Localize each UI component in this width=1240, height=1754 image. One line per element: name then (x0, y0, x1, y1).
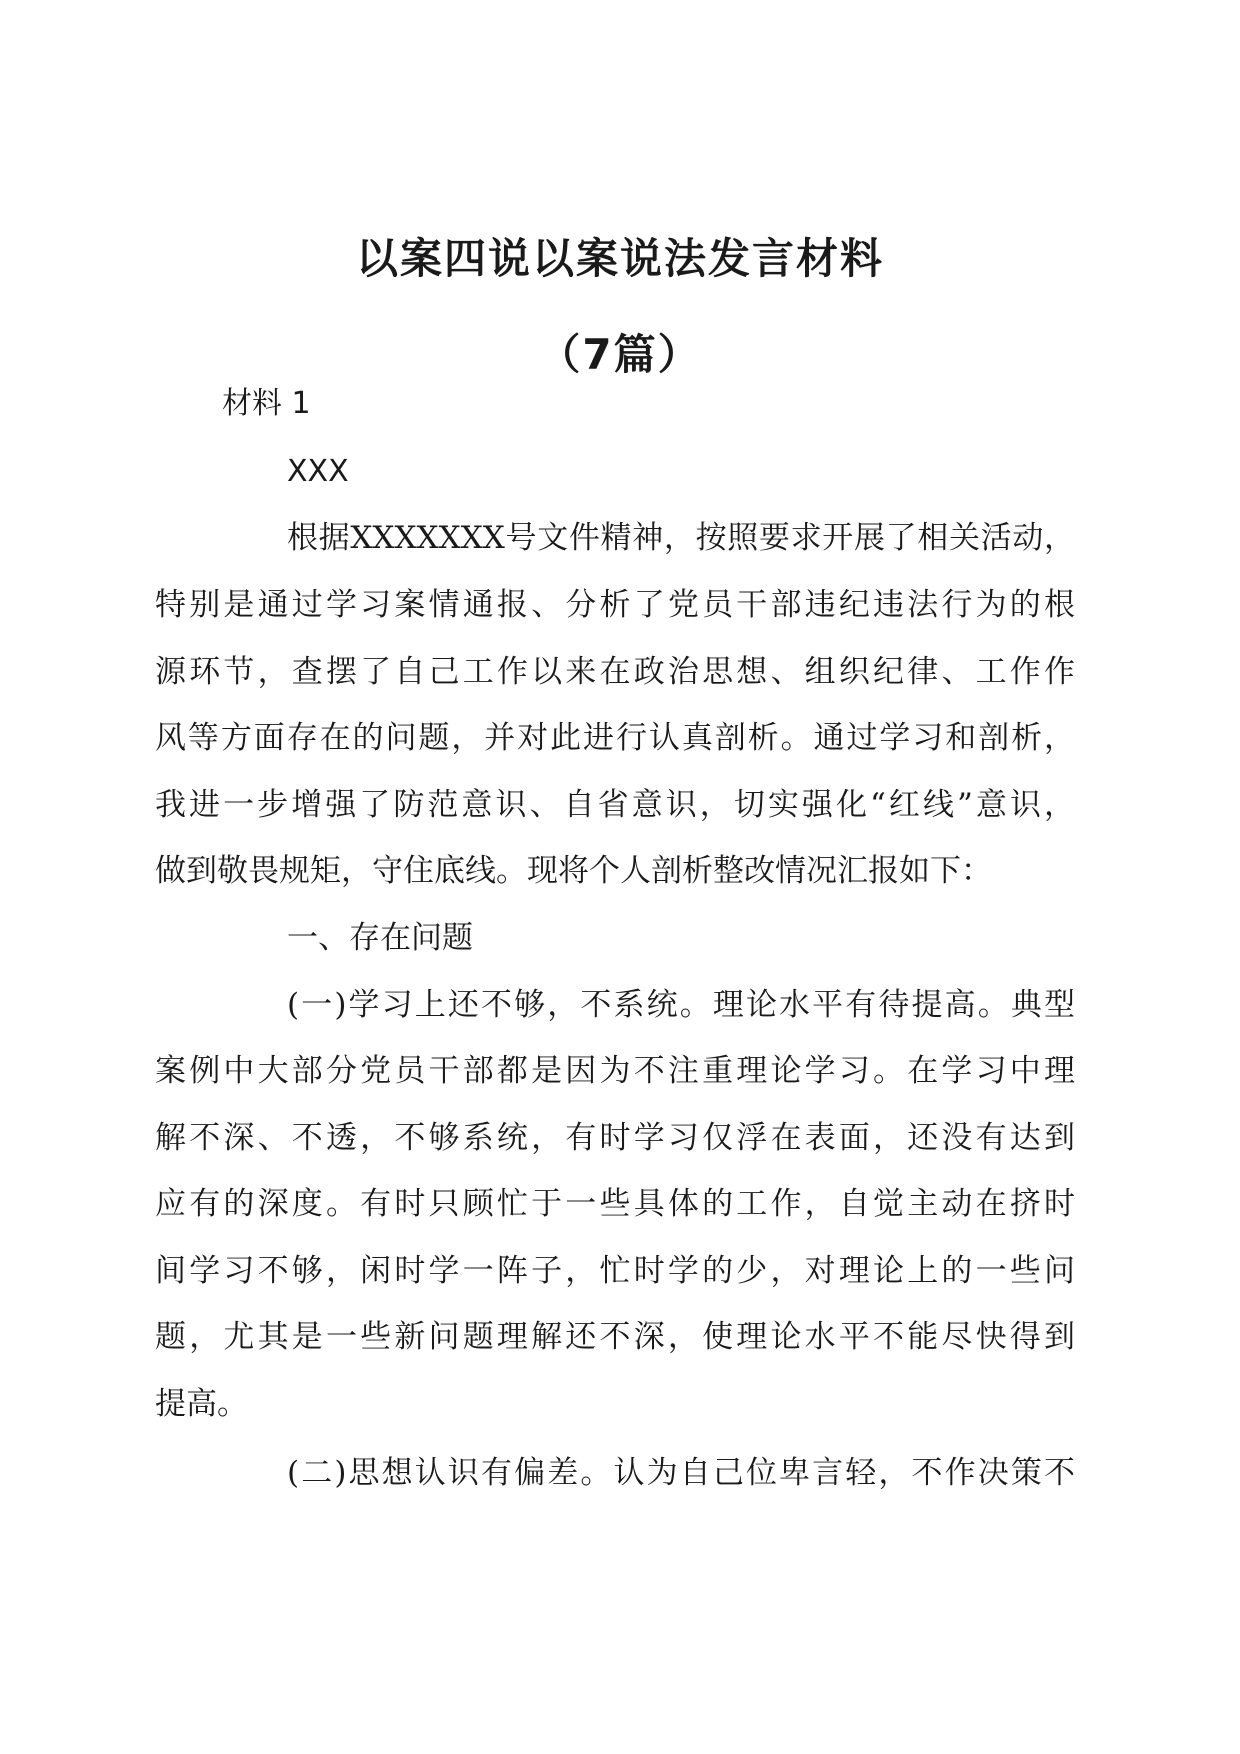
item1-line: (一)学习上还不够，不系统。理论水平有待提高。典型 (287, 987, 1075, 1023)
item1-line: 应有的深度。有时只顾忙于一些具体的工作，自觉主动在挤时 (155, 1186, 1075, 1222)
item1-line: 解不深、不透，不够系统，有时学习仅浮在表面，还没有达到 (155, 1120, 1075, 1156)
intro-line: 源环节，查摆了自己工作以来在政治思想、组织纪律、工作作 (155, 654, 1075, 690)
document-subtitle: （7篇） (538, 330, 702, 379)
section-heading: 一、存在问题 (287, 920, 473, 956)
item1-line: 案例中大部分党员干部都是因为不注重理论学习。在学习中理 (155, 1053, 1075, 1089)
material-label: 材料 1 (222, 386, 311, 421)
intro-line: 我进一步增强了防范意识、自省意识，切实强化“红线”意识， (155, 787, 1075, 823)
document-title: 以案四说以案说法发言材料 (355, 234, 884, 283)
item2-line: (二)思想认识有偏差。认为自己位卑言轻，不作决策不 (287, 1455, 1075, 1491)
item1-line: 提高。 (155, 1386, 248, 1422)
intro-line: 风等方面存在的问题，并对此进行认真剖析。通过学习和剖析， (155, 720, 1075, 756)
author-name: XXX (287, 454, 349, 489)
item1-line: 题，尤其是一些新问题理解还不深，使理论水平不能尽快得到 (155, 1319, 1075, 1355)
intro-line: 根据XXXXXXX号文件精神，按照要求开展了相关活动， (287, 520, 1075, 556)
intro-line: 特别是通过学习案情通报、分析了党员干部违纪违法行为的根 (155, 587, 1075, 623)
item1-line: 间学习不够，闲时学一阵子，忙时学的少，对理论上的一些问 (155, 1253, 1075, 1289)
intro-line: 做到敬畏规矩，守住底线。现将个人剖析整改情况汇报如下： (155, 853, 992, 889)
